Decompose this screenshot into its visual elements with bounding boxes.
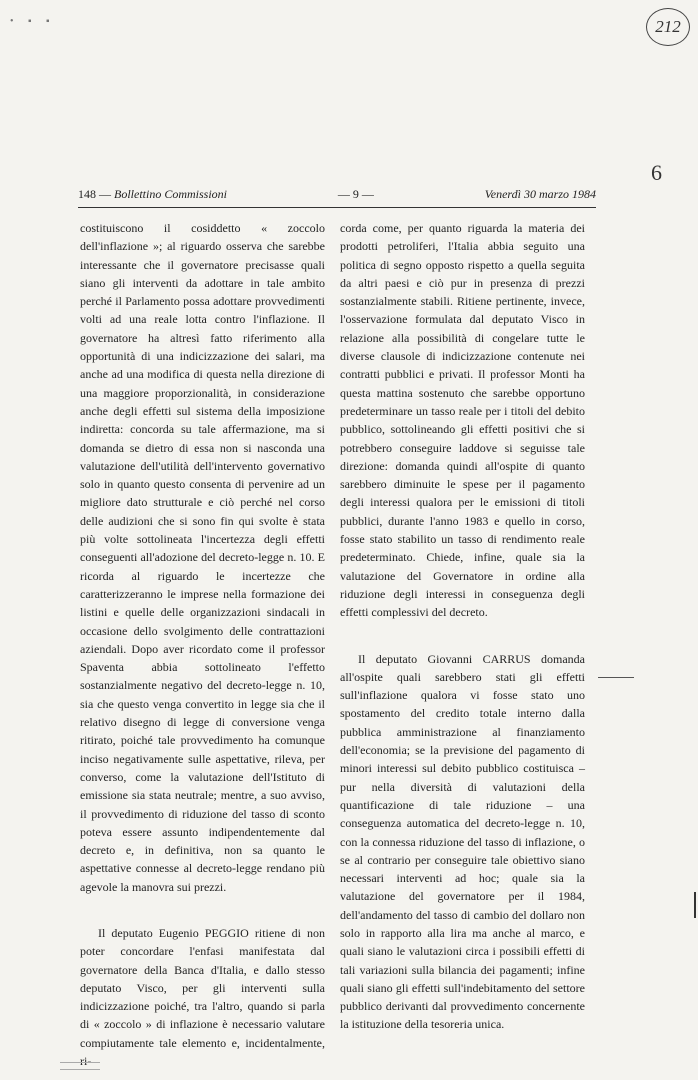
margin-bar	[694, 892, 696, 918]
margin-number: 6	[651, 160, 662, 185]
paragraph-gap	[80, 896, 325, 924]
running-header	[78, 187, 596, 207]
margin-dash	[598, 677, 634, 678]
page-number: 148	[78, 187, 96, 201]
header-date: Venerdì 30 marzo 1984	[484, 187, 596, 201]
left-paragraph-1: costituiscono il cosiddetto « zoccolo dell'inflazione »; al riguardo osserva che sarebbe interessante che il governatore precisasse quali siano gli interventi da adottare in tale ambito perché il Parlamento possa adottare provvedimenti volti ad una reale lotta contro l'inflazione. Il governatore ha altresì fatto riferimento alla opportunità di una indicizzazione dei salari, ma anche ad una modifica di questa nella direzione di una maggiore proporzionalità, in considerazione anche degli effetti sul sistema della imposizione indiretta: concorda su tale affermazione, ma si domanda se dietro di essa non si nasconda una valutazione dell'utilità dell'intervento governativo solo in quanto questo consenta di pervenire ad un migliore dato strutturale e ciò perché nel corso delle audizioni che si sono fin qui svolte è stata più volte sottolineata l'incertezza degli effetti conseguenti all'adozione del decreto-legge n. 10. E ricorda al riguardo le incertezze che caratterizzeranno le imprese nella formazione dei listini e quelle delle organizzazioni sindacali in occasione dello svolgimento delle contrattazioni aziendali. Dopo aver ricordato come il professor Spaventa abbia sottolineato l'effetto sostanzialmente negativo del decreto-legge n. 10, sia che questo venga convertito in legge sia che il relativo disegno di legge di conversione venga ritirato, poiché tale provvedimento ha comunque inciso negativamente sulle aspettative, rileva, per converso, come la valutazione dell'Istituto di emissione sia stata neutrale; mentre, a suo avviso, il provvedimento di riduzione del tasso di sconto poteva essere assunto indipendentemente dal decreto e, in definitiva, non sa quanto le aspettative connesse al decreto-legge rendano più agevole la manovra sui prezzi.	[80, 221, 325, 894]
scan-specks: • ▪ ▪	[10, 16, 56, 27]
header-dash: —	[99, 187, 114, 201]
left-paragraph-2: Il deputato Eugenio PEGGIO ritiene di non poter concordare l'enfasi manifestata dal governatore della Banca d'Italia, e dallo stesso deputato Visco, per gli interventi sulla indicizzazione poiché, tra l'altro, quando si parla di « zoccolo » di inflazione è necessario valutare compiutamente tale elemento e, incidentalmente, ri-	[80, 925, 325, 1069]
stamp-number: 212	[655, 17, 681, 36]
header-rule	[78, 207, 596, 208]
right-paragraph-2: Il deputato Giovanni CARRUS domanda all'ospite quali sarebbero stati gli effetti sull'inflazione qualora vi fosse stato uno spostamento del credito totale interno dalla pubblica amministrazione al finanziamento dell'economia; se la previsione del pagamento di minori interessi sul debito pubblico costituisca – pur nella diversità di valutazioni della quantificazione di tale riduzione – una conseguenza automatica del decreto-legge n. 10, con la connessa riduzione del tasso di inflazione, o se al contrario per conseguire tale obiettivo siano necessari interventi ad hoc; quale sia la valutazione del governatore per il 1984, dell'andamento del tasso di cambio del dollaro non solo in rapporto alla lira ma anche al marco, e quali siano le valutazioni circa i possibili effetti di tali variazioni sulla bilancia dei pagamenti; infine quali siano gli effetti sull'indebitamento del settore pubblico derivanti dal provvedimento concernente la istituzione della tesoreria unica.	[340, 651, 585, 1032]
right-column	[340, 219, 585, 1034]
right-paragraph-1: corda come, per quanto riguarda la materia dei prodotti petroliferi, l'Italia abbia seguito una politica di segno opposto rispetto a quella seguita da altri paesi e ciò pur in presenza di prezzi sostanzialmente stabili. Ritiene pertinente, invece, l'osservazione formulata dal deputato Visco in relazione alla possibilità di congelare tutte le diverse clausole di indicizzazione contenute nei contratti pubblici e privati. Il professor Monti ha questa mattina sostenuto che sarebbe opportuno predeterminare un tasso reale per i titoli del debito pubblico, sottolineando gli effetti positivi che si potrebbero conseguire laddove si seguisse tale direzione: domanda quindi all'ospite di quanto sarebbero diminuite le spese per il pagamento degli interessi qualora per le emissioni di titoli pubblici, durante l'anno 1983 e quello in corso, fosse stato stabilito un tasso di rendimento reale predeterminato. Chiede, infine, quale sia la valutazione del Governatore in ordine alla riduzione degli interessi in conseguenza degli effetti complessivi del decreto.	[340, 221, 585, 620]
publication-title: Bollettino Commissioni	[114, 187, 228, 201]
archive-stamp	[646, 8, 690, 46]
footer-mark	[60, 1062, 100, 1070]
left-column	[80, 219, 325, 1070]
section-number: — 9 —	[337, 187, 374, 201]
header-left	[78, 187, 227, 202]
paragraph-gap	[340, 622, 585, 650]
